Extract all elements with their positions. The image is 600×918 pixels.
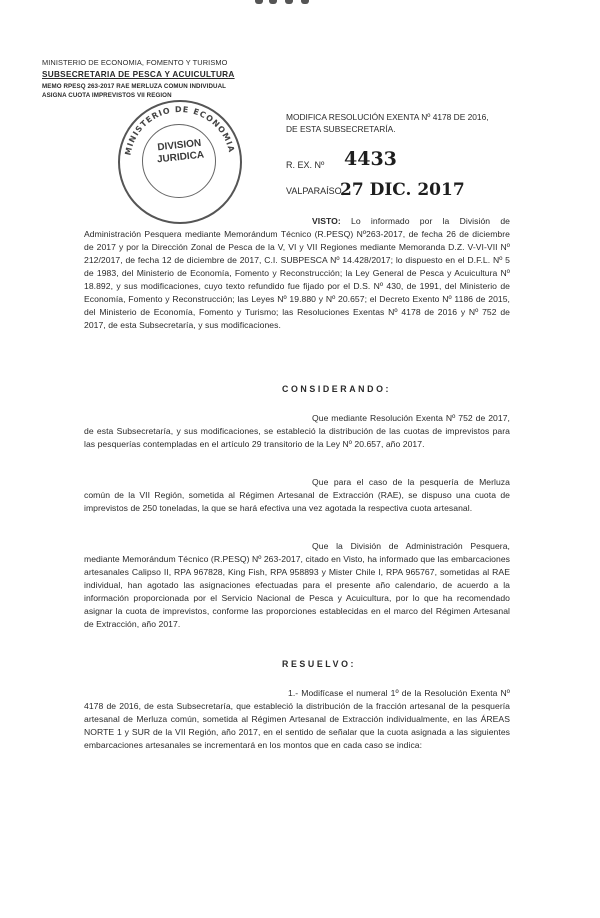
resuelvo-paragraph-1 bbox=[84, 687, 510, 752]
considerando-paragraph-3 bbox=[84, 540, 510, 631]
considerando-p1-text: Que mediante Resolución Exenta Nº 752 de 2017, de esta Subsecretaría, y sus modificaciones, se estableció la distribución de las cuotas de imprevistos para las pesquerías contempladas en el artículo 29 transitorio de la Ley Nº 20.657, año 2017. bbox=[84, 413, 510, 449]
ministry-name: MINISTERIO DE ECONOMIA, FOMENTO Y TURISMO bbox=[42, 58, 228, 67]
considerando-paragraph-1 bbox=[84, 412, 510, 451]
considerando-heading: CONSIDERANDO: bbox=[282, 384, 392, 394]
stamp-ring-text: MINISTERIO DE ECONOMIA bbox=[123, 104, 237, 157]
resuelvo-heading: RESUELVO: bbox=[282, 659, 357, 669]
resolution-date: 27 DIC. 2017 bbox=[340, 180, 465, 200]
rex-label: R. EX. Nº bbox=[286, 160, 325, 170]
resolution-subject-2: DE ESTA SUBSECRETARÍA. bbox=[286, 124, 396, 134]
stamp-center-line-1: DIVISION bbox=[156, 137, 202, 154]
page-top-edge bbox=[255, 0, 315, 5]
visto-text: Lo informado por la División de Administración Pesquera mediante Memorándum Técnico (R.PESQ) Nº263-2017, de fecha 26 de diciembre de 2017 y por la Dirección Zonal de Pesca de la V, VI y VII Regiones mediante Memoranda D.Z. V-VI-VII Nº 212/2017, de fecha 12 de diciembre de 2017, C.I. SUBPESCA Nº 14.428/2017; lo dispuesto en el D.F.L. Nº 5 de 1983, del Ministerio de Economía, Fomento y Reconstrucción; la Ley General de Pesca y Acuicultura Nº 18.892, y sus modificaciones, cuyo texto refundido fue fijado por el D.S. Nº 430, de 1991, del Ministerio de Economía, Fomento y Reconstrucción; las Leyes Nº 19.880 y Nº 20.657; el Decreto Exento Nº 1186 de 2015, del Ministerio de Economía, Fomento y Turismo; las Resoluciones Exentas Nº 4178 de 2016 y Nº 752 de 2017, de esta Subsecretaría, y sus modificaciones. bbox=[84, 216, 510, 330]
division-juridica-stamp bbox=[118, 100, 242, 224]
subsecretaria-name: SUBSECRETARIA DE PESCA Y ACUICULTURA bbox=[42, 70, 235, 79]
resolution-subject-1: MODIFICA RESOLUCIÓN EXENTA Nº 4178 DE 2016, bbox=[286, 112, 489, 122]
visto-label: VISTO: bbox=[312, 216, 341, 226]
memo-reference: MEMO RPESQ 263-2017 RAE MERLUZA COMUN INDIVIDUAL bbox=[42, 83, 227, 90]
stamp-center-line-2: JURIDICA bbox=[156, 149, 205, 166]
place-label: VALPARAÍSO, bbox=[286, 186, 345, 196]
considerando-paragraph-2 bbox=[84, 476, 510, 515]
rex-number: 4433 bbox=[344, 148, 397, 170]
considerando-p2-text: Que para el caso de la pesquería de Merluza común de la VII Región, sometida al Régimen Artesanal de Extracción (RAE), se dispuso una cuota de imprevistos de 250 toneladas, la que se hará efectiva una vez agotada la respectiva cuota artesanal. bbox=[84, 477, 510, 513]
resuelvo-p1-text: 1.- Modifícase el numeral 1º de la Resolución Exenta Nº 4178 de 2016, de esta Subsecretaría, que estableció la distribución de la fracción artesanal de la pesquería artesanal de Merluza común, sometida al Régimen Artesanal de Extracción individualmente, en las ÁREAS NORTE 1 y SUR de la VII Región, año 2017, en el sentido de señalar que la cuota asignada a las siguientes embarcaciones artesanales se incrementará en los montos que en cada caso se indica: bbox=[84, 688, 510, 750]
visto-paragraph bbox=[84, 215, 510, 332]
considerando-p3-text: Que la División de Administración Pesquera, mediante Memorándum Técnico (R.PESQ) Nº 263-2017, citado en Visto, ha informado que las embarcaciones artesanales Calipso II, RPA 967828, King Fish, RPA 958893 y Mister Chile I, RPA 965767, sometidas al RAE individual, han agotado las asignaciones efectuadas para el presente año calendario, de acuerdo a la información proporcionada por el Servicio Nacional de Pesca y Acuicultura, por lo que ha recomendado asignar la cuota de imprevistos, conforme las proporciones establecidas en el marco del Régimen Artesanal de Extracción, año 2017. bbox=[84, 541, 510, 629]
memo-subject: ASIGNA CUOTA IMPREVISTOS VII REGION bbox=[42, 92, 172, 99]
